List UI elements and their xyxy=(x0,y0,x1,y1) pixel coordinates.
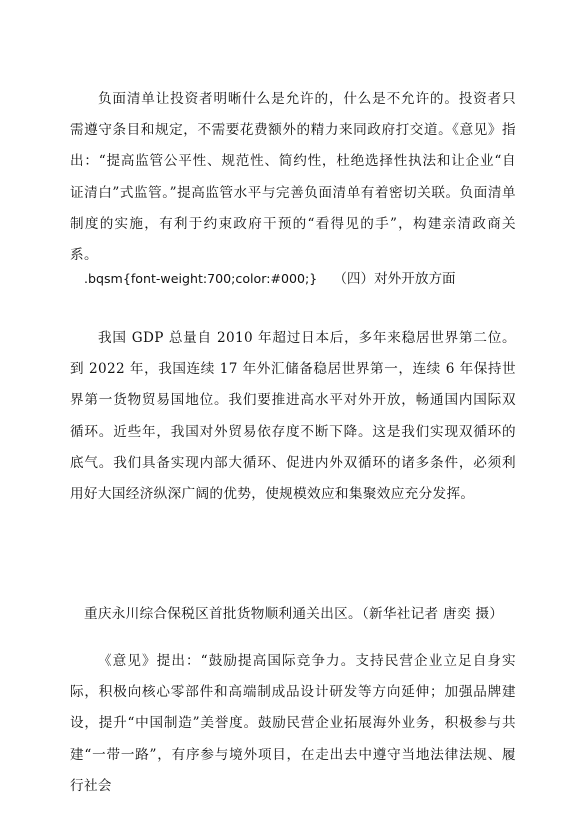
section-heading: （四）对外开放方面 xyxy=(333,271,456,287)
css-leak-text: .bqsm{font-weight:700;color:#000;} xyxy=(84,271,318,286)
photo-caption: 重庆永川综合保税区首批货物顺利通关出区。（新华社记者 唐奕 摄） xyxy=(84,606,504,622)
section-heading-line xyxy=(84,268,456,290)
paragraph-international-competitiveness: 《意见》提出：“鼓励提高国际竞争力。支持民营企业立足自身实际，积极向核心零部件和高端制成品设计研发等方向延伸；加强品牌建设，提升“中国制造”美誉度。鼓励民营企业拓展海外业务，积极参与共建“一带一路”，有序参与境外项目，在走出去中遵守当地法律法规、履行社会 xyxy=(70,653,516,794)
paragraph-negative-list: 负面清单让投资者明晰什么是允许的，什么是不允许的。投资者只需遵守条目和规定，不需要花费额外的精力来同政府打交道。《意见》指出：“提高监管公平性、规范性、简约性，杜绝选择性执法和让企业“自证清白”式监管。”提高监管水平与完善负面清单有着密切关联。负面清单制度的实施，有利于约束政府干预的“看得见的手”，构建亲清政商关系。 xyxy=(70,91,516,264)
paragraph-opening-up: 我国 GDP 总量自 2010 年超过日本后，多年来稳居世界第二位。到 2022 年，我国连续 17 年外汇储备稳居世界第一，连续 6 年保持世界第一货物贸易国地位。我们要推进高水平对外开放，畅通国内国际双循环。近些年，我国对外贸易依存度不断下降。这是我们实现双循环的底气。我们具备实现内部大循环、促进内外双循环的诸多条件，必须利用好大国经济纵深广阔的优势，使规模效应和集聚效应充分发挥。 xyxy=(70,330,516,503)
